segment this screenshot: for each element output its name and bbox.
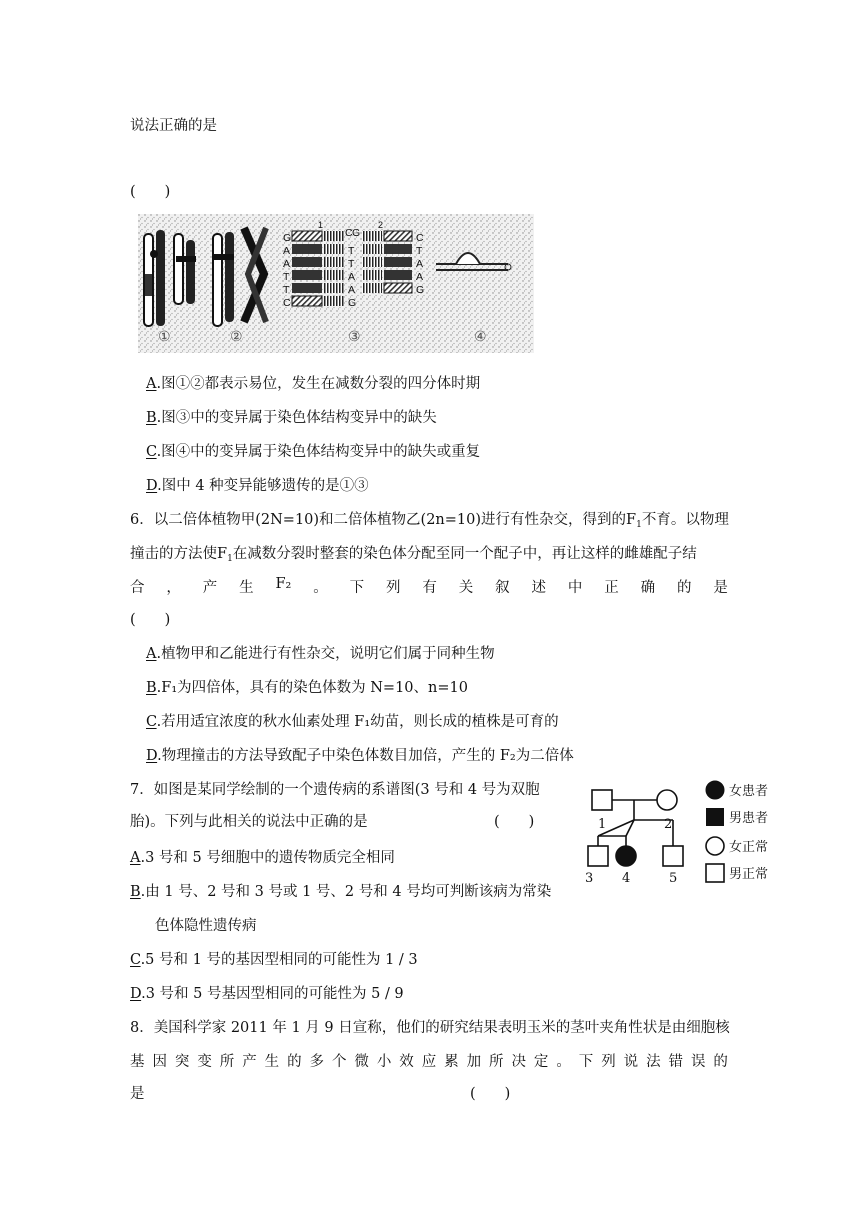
chromosome-variation-figure bbox=[138, 214, 534, 353]
q6-option-c: C.若用适宜浓度的秋水仙素处理 F₁幼苗，则长成的植株是可育的 bbox=[146, 714, 559, 730]
svg-text:女患者: 女患者 bbox=[729, 784, 769, 799]
q5-option-d: D.图中 4 种变异能够遗传的是①③ bbox=[146, 478, 369, 494]
svg-text:1: 1 bbox=[318, 220, 324, 230]
svg-text:T: T bbox=[348, 245, 355, 257]
q5-answer-blank: ( ) bbox=[130, 184, 171, 200]
intro-text: 说法正确的是 bbox=[130, 118, 217, 134]
q6-stem-line2: 撞击的方法使$F_1$在减数分裂时整套的染色体分配至同一个配子中，再让这样的雌雄配子结 bbox=[130, 546, 697, 564]
q6-answer-blank: ( ) bbox=[130, 612, 171, 628]
svg-text:男正常: 男正常 bbox=[729, 867, 769, 882]
svg-text:A: A bbox=[416, 258, 424, 270]
individual-2-normal-female bbox=[657, 790, 677, 810]
svg-text:A: A bbox=[416, 271, 424, 283]
q7-option-d: D.3 号和 5 号基因型相同的可能性为 5 / 9 bbox=[130, 986, 404, 1002]
figure-label-1: ① bbox=[158, 329, 171, 345]
svg-text:5: 5 bbox=[669, 871, 678, 886]
q8-stem-line3: 是 bbox=[130, 1086, 145, 1102]
svg-text:T: T bbox=[348, 258, 355, 270]
pedigree-chart bbox=[570, 772, 785, 892]
legend-affected-male-icon bbox=[706, 808, 724, 826]
svg-text:3: 3 bbox=[585, 871, 594, 886]
individual-4-affected-female bbox=[616, 846, 636, 866]
q6-option-d: D.物理撞击的方法导致配子中染色体数目加倍，产生的 F₂为二倍体 bbox=[146, 748, 574, 764]
q7-answer-blank: ( ) bbox=[494, 814, 535, 830]
legend-normal-female-icon bbox=[706, 837, 724, 855]
legend-affected-female-icon bbox=[706, 781, 724, 799]
legend-normal-male-icon bbox=[706, 864, 724, 882]
q8-stem-line1: 8．美国科学家 2011 年 1 月 9 日宣称，他们的研究结果表明玉米的茎叶夹角性状是由细胞核 bbox=[130, 1020, 730, 1036]
q5-option-b: B.图③中的变异属于染色体结构变异中的缺失 bbox=[146, 410, 437, 426]
figure-label-2: ② bbox=[230, 329, 243, 345]
svg-text:C: C bbox=[283, 297, 291, 309]
q8-stem-line2: 基 因 突 变 所 产 生 的 多 个 微 小 效 应 累 加 所 决 定 。 下 列 说 法 错 误 的 bbox=[130, 1054, 728, 1070]
bases-right bbox=[416, 232, 424, 296]
svg-text:G: G bbox=[416, 284, 425, 296]
q7-stem-line2: 胎)。下列与此相关的说法中正确的是 bbox=[130, 814, 368, 830]
q6-option-b: B.F₁为四倍体，具有的染色体数为 N=10、n=10 bbox=[146, 680, 468, 696]
q6-stem-line1: 6．以二倍体植物甲(2N=10)和二倍体植物乙(2n=10)进行有性杂交，得到的$F_1$不育。以物理 bbox=[130, 512, 729, 530]
q7-option-b: B.由 1 号、2 号和 3 号或 1 号、2 号和 4 号均可判断该病为常染 bbox=[130, 884, 552, 900]
svg-text:T: T bbox=[283, 271, 290, 283]
q7-option-c: C.5 号和 1 号的基因型相同的可能性为 1 / 3 bbox=[130, 952, 418, 968]
svg-text:4: 4 bbox=[622, 871, 631, 886]
svg-text:1: 1 bbox=[598, 817, 607, 832]
svg-text:A: A bbox=[348, 284, 356, 296]
pedigree-legend bbox=[706, 781, 768, 882]
svg-text:2: 2 bbox=[378, 220, 384, 230]
svg-text:G: G bbox=[283, 232, 292, 244]
svg-text:A: A bbox=[283, 245, 291, 257]
svg-text:G: G bbox=[352, 227, 361, 239]
q7-stem-line1: 7．如图是某同学绘制的一个遗传病的系谱图(3 号和 4 号为双胞 bbox=[130, 782, 540, 798]
individual-3-normal-male bbox=[588, 846, 608, 866]
svg-text:A: A bbox=[283, 258, 291, 270]
svg-text:C: C bbox=[416, 232, 424, 244]
svg-text:T: T bbox=[416, 245, 423, 257]
q8-answer-blank: ( ) bbox=[470, 1086, 511, 1102]
figure-label-4: ④ bbox=[474, 329, 487, 345]
figure-label-3: ③ bbox=[348, 329, 361, 345]
svg-text:C: C bbox=[345, 227, 353, 239]
svg-text:女正常: 女正常 bbox=[729, 840, 769, 855]
svg-text:男患者: 男患者 bbox=[729, 811, 769, 826]
q6-option-a: A.植物甲和乙能进行有性杂交，说明它们属于同种生物 bbox=[146, 646, 495, 662]
q7-option-a: A.3 号和 5 号细胞中的遗传物质完全相同 bbox=[130, 850, 395, 866]
svg-text:G: G bbox=[348, 297, 357, 309]
svg-text:2: 2 bbox=[664, 817, 673, 832]
q7-option-b-cont: 色体隐性遗传病 bbox=[155, 918, 257, 934]
q6-stem-line3: 合 ， 产 生 F₂ 。 下 列 有 关 叙 述 中 正 确 的 是 bbox=[130, 576, 728, 596]
individual-5-normal-male bbox=[663, 846, 683, 866]
individual-1-normal-male bbox=[592, 790, 612, 810]
q5-option-a: A.图①②都表示易位，发生在减数分裂的四分体时期 bbox=[146, 376, 481, 392]
svg-text:A: A bbox=[348, 271, 356, 283]
q5-option-c: C.图④中的变异属于染色体结构变异中的缺失或重复 bbox=[146, 444, 481, 460]
svg-text:T: T bbox=[283, 284, 290, 296]
